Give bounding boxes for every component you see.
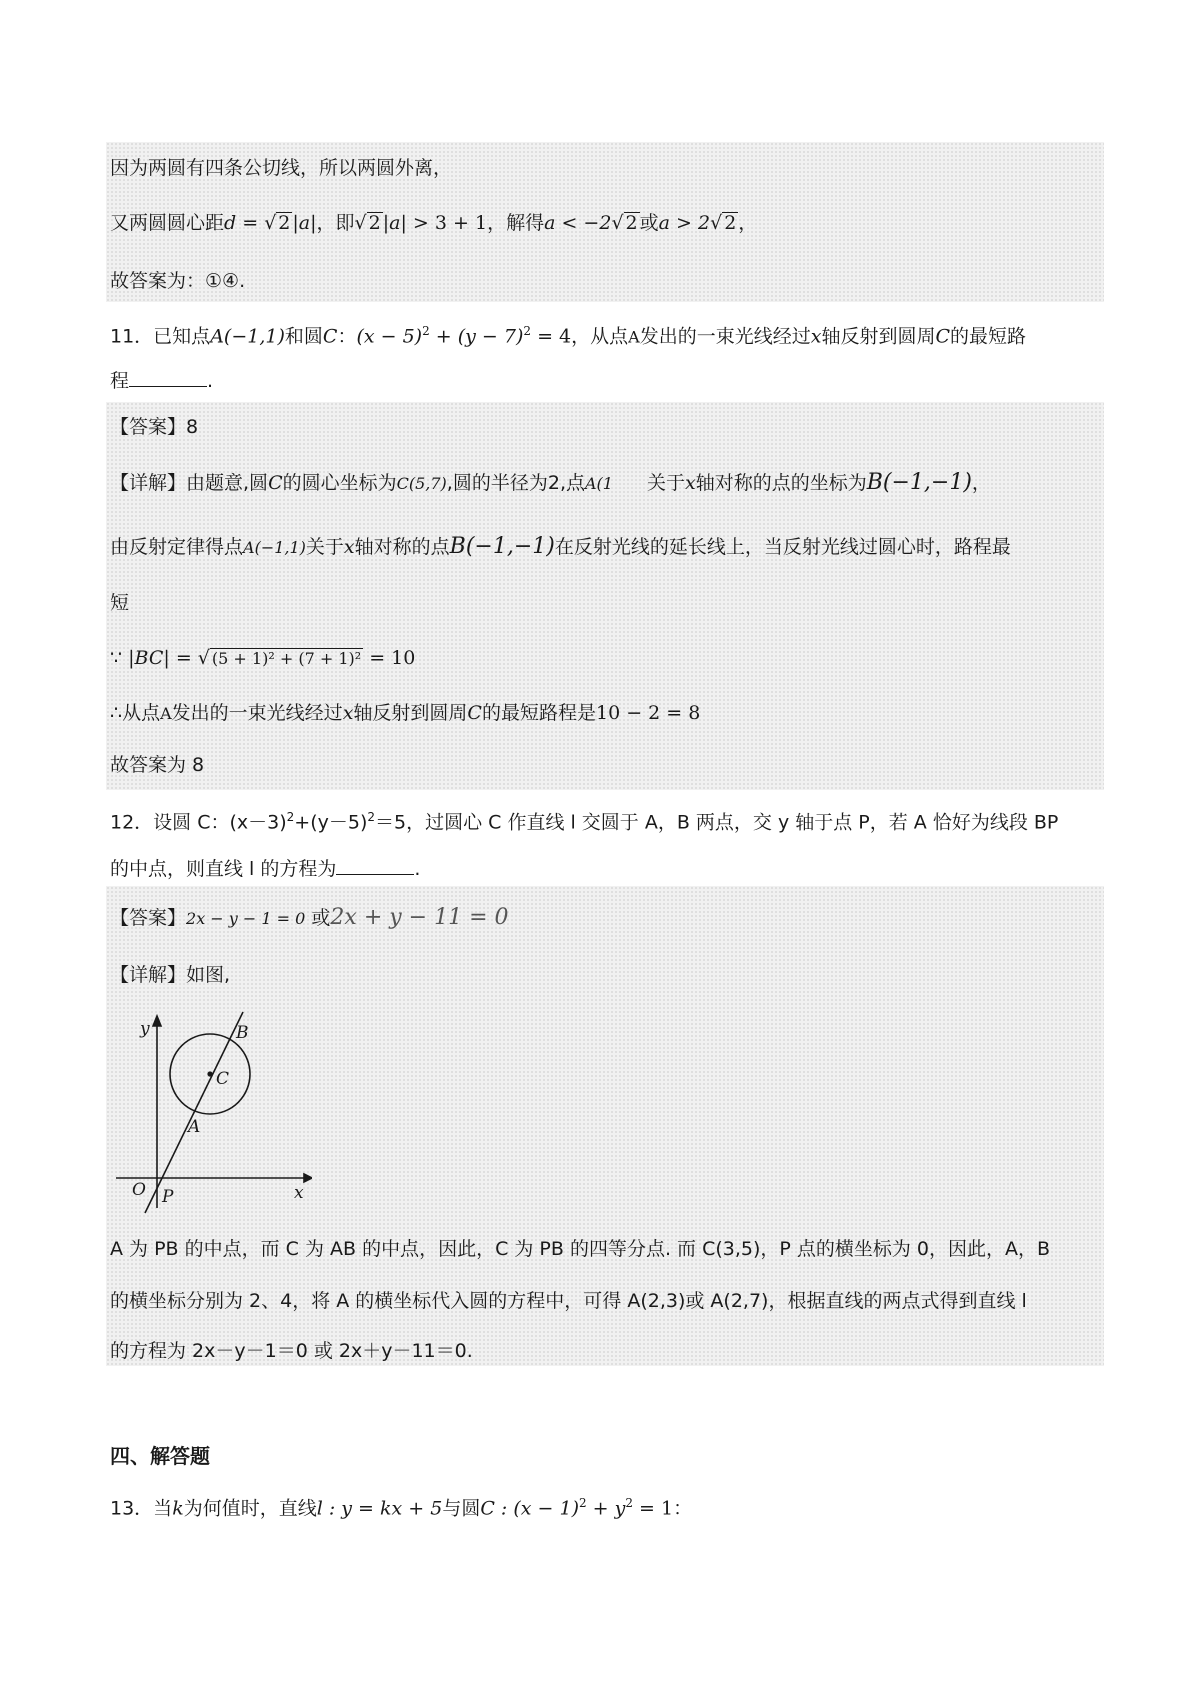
section-heading: 四、解答题 [110,1444,210,1468]
q11-detail-5: ∴从点A发出的一束光线经过x轴反射到圆周C的最短路程是10 − 2 = 8 [110,702,701,724]
center-dot [207,1071,212,1076]
q10-line-2: 又两圆圆心距d = √ 2 |a|，即√ 2 |a| > 3 + 1，解得a < −2√ 2 或a > 2√ 2 ， [110,212,758,234]
line-l [145,1012,243,1213]
q12-line-1: 12．设圆 C：$(x-3)^2+(y-5)^2=5$，过圆心 C 作直线 l 交圆于 A，B 两点，交 y 轴于点 P，若 A 恰好为线段 BP [110,810,1059,834]
y-axis-arrow [153,1016,161,1026]
q12-line-2: 的中点，则直线 l 的方程为 . [110,858,421,880]
label-b: B [236,1023,249,1043]
label-o: O [132,1180,146,1200]
q11-line-1: 11．已知点A(−1,1)和圆C：$(x - 5)^2 + (y - 7)^2 = 4$，从点A发出的一束光线经过x轴反射到圆周C的最短路 [110,324,1027,348]
q10-line-3: 故答案为：①④. [110,270,246,292]
q11-detail-6: 故答案为 8 [110,754,205,776]
q11-answer: 【答案】8 [110,416,199,438]
q12-detail-p1: A 为 PB 的中点，而 C 为 AB 的中点，因此，C 为 PB 的四等分点. 而 C(3,5)，P 点的横坐标为 0，因此，A，B [110,1238,1051,1260]
answer-shade-q11 [106,402,1104,790]
q11-line-2: 程 . [110,370,214,392]
label-x: x [294,1183,304,1203]
x-axis-arrow [304,1174,312,1182]
q12-detail-label: 【详解】如图, [110,964,231,986]
q12-detail-p3: 的方程为 2x－y－1＝0 或 2x＋y－11＝0. [110,1340,473,1362]
q11-detail-2: 由反射定律得点A(−1,1)关于x轴对称的点B(−1,−1)在反射光线的延长线上，当反射光线过圆心时，路程最 [110,534,1011,559]
q13-line-1: 13．当k为何值时，直线l : y = kx + 5与圆C : $(x - 1)^2 + y^2 = 1$： [110,1496,693,1520]
label-c: C [216,1069,230,1089]
q12-answer: 【答案】2x − y − 1 = 0 或2x + y − 11 = 0 [110,905,509,930]
label-a: A [188,1117,201,1137]
q12-detail-p2: 的横坐标分别为 2、4，将 A 的横坐标代入圆的方程中，可得 A(2,3)或 A(2,7)，根据直线的两点式得到直线 l [110,1290,1027,1312]
q11-detail-3: 短 [110,592,130,614]
label-p: P [162,1187,174,1207]
answer-blank [336,856,414,875]
label-y: y [140,1019,150,1039]
q10-line-1: 因为两圆有四条公切线，所以两圆外离， [110,157,453,179]
circle-line-figure [112,1008,312,1216]
q11-detail-4: ∵ |BC| = √ (5 + 1)² + (7 + 1)² = 10 [110,647,416,669]
answer-blank [129,368,207,387]
q11-detail-1: 【详解】由题意,圆C的圆心坐标为C(5,7),圆的半径为2,点A(1 关于x轴对称的点的坐标为B(−1,−1)， [110,470,991,495]
